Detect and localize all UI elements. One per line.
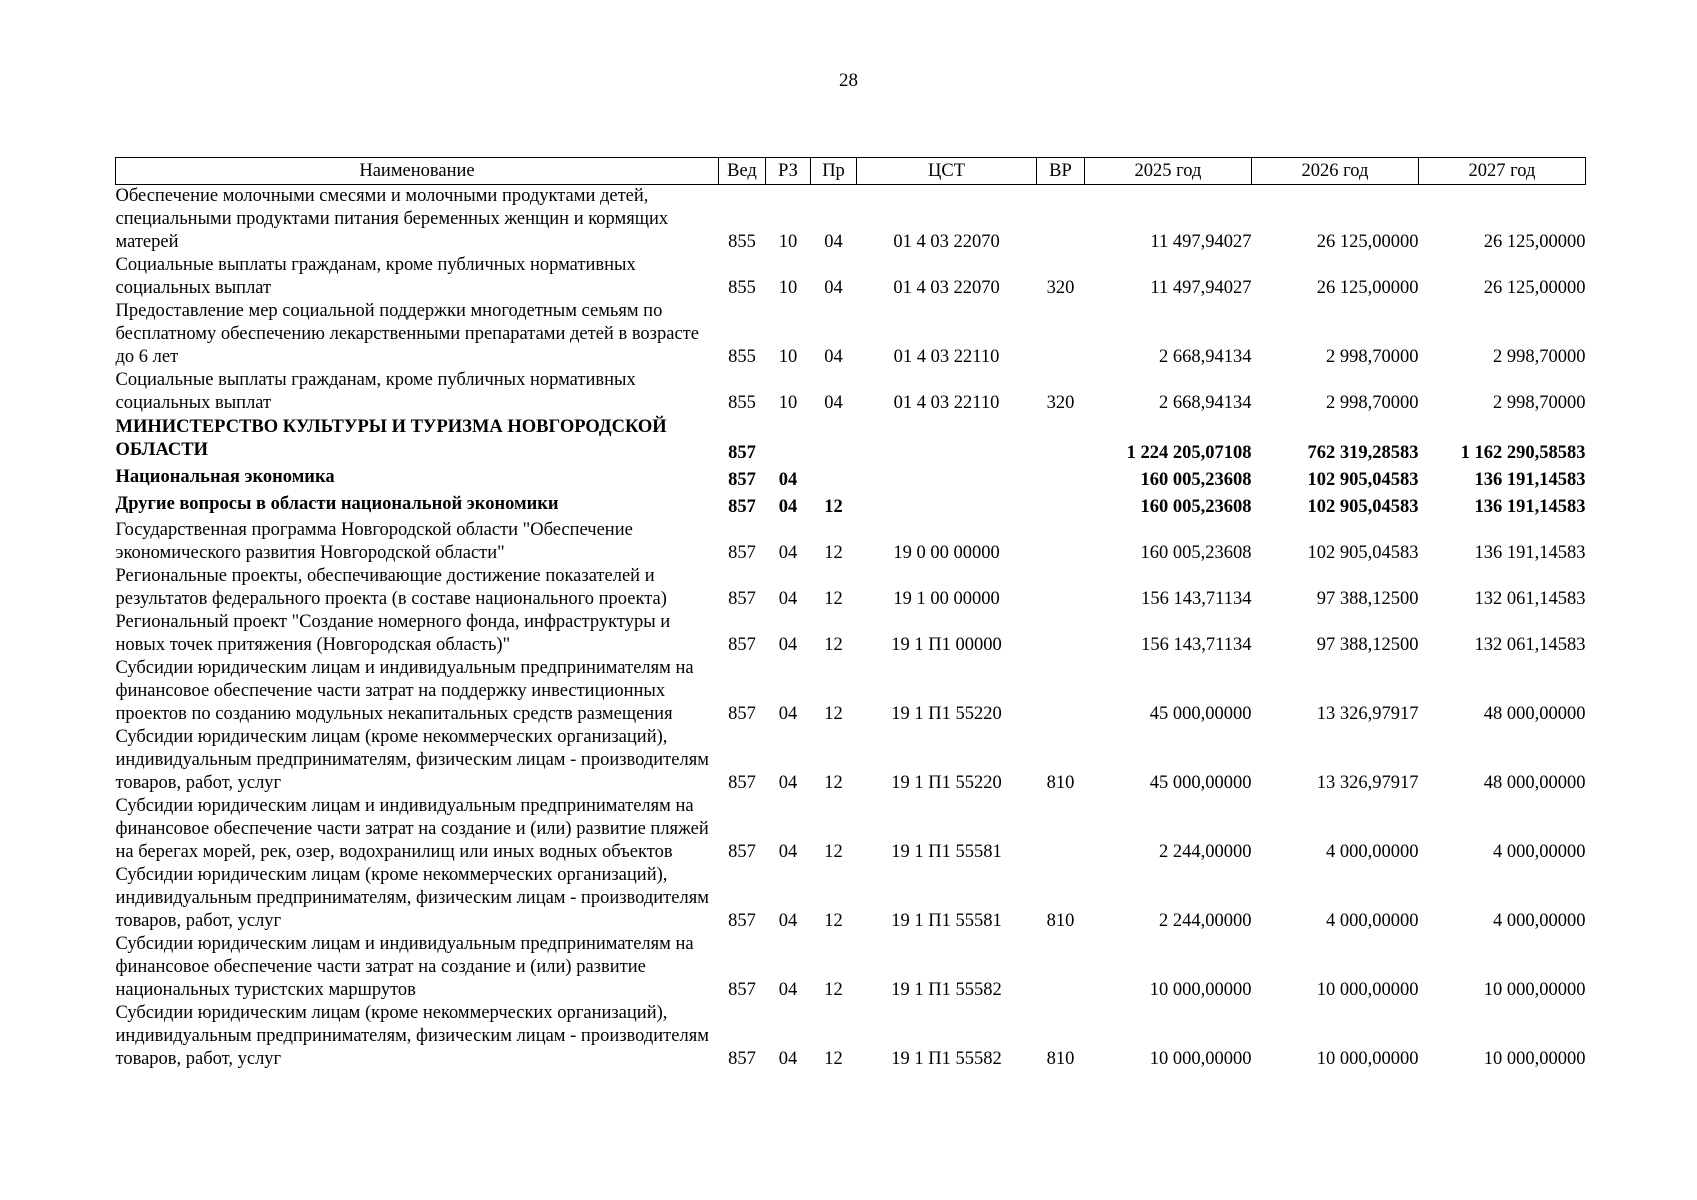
row-pr: 12 [824,980,843,1000]
row-2026: 4 000,00000 [1326,911,1419,931]
row-2027: 4 000,00000 [1493,842,1586,862]
row-ved: 857 [728,497,756,517]
table-row [116,657,1586,726]
row-rz: 04 [778,635,798,655]
row-vr: 810 [1046,1049,1075,1069]
row-2026: 102 905,04583 [1307,543,1419,563]
row-name: Предоставление мер социальной поддержки многодетным семьям по бесплатному обеспечению лекарственными препаратами детей в возрасте до 6 лет [115,301,699,367]
header-ved: Вед [719,158,766,185]
row-name: Региональный проект "Создание номерного фонда, инфраструктуры и новых точек притяжения (Новгородская область)" [115,612,671,655]
row-name: Социальные выплаты гражданам, кроме публичных нормативных социальных выплат [115,370,636,413]
header-rz: РЗ [766,158,811,185]
row-rz: 04 [778,543,798,563]
row-vr [1037,565,1085,611]
row-rz: 10 [778,393,798,413]
row-vr [1037,657,1085,726]
row-pr: 12 [824,589,843,609]
row-rz: 04 [778,1049,798,1069]
row-ved: 857 [728,589,756,609]
table-body [116,185,1586,1072]
row-cst: 01 4 03 22110 [893,347,1000,367]
row-vr [1037,415,1085,465]
row-cst [857,492,1037,519]
row-2025: 10 000,00000 [1149,1049,1252,1069]
row-ved: 855 [728,278,756,298]
row-ved: 857 [728,635,756,655]
row-pr: 12 [824,704,843,724]
row-vr: 320 [1046,393,1075,413]
row-rz: 04 [778,842,798,862]
row-2027: 136 191,14583 [1474,543,1586,563]
row-cst: 19 1 П1 55581 [891,911,1002,931]
row-pr: 12 [824,842,843,862]
row-pr [811,465,857,492]
row-2027: 26 125,00000 [1483,232,1586,252]
row-cst [857,415,1037,465]
row-name: Субсидии юридическим лицам и индивидуальным предпринимателям на финансовое обеспечение части затрат на поддержку инвестиционных проектов по созданию модульных некапитальных средств размещения [115,658,694,724]
row-vr [1037,933,1085,1002]
row-name: Субсидии юридическим лицам и индивидуальным предпринимателям на финансовое обеспечение части затрат на создание и (или) развитие пляжей на берегах морей, рек, озер, водохранилищ или иных водных объектов [115,796,709,862]
row-ved: 857 [728,842,756,862]
row-pr: 12 [824,497,843,517]
row-2027: 48 000,00000 [1483,773,1586,793]
row-2026: 2 998,70000 [1326,347,1419,367]
row-name: Государственная программа Новгородской области "Обеспечение экономического развития Новгородской области" [115,520,633,563]
row-rz: 04 [778,773,798,793]
row-rz: 04 [778,589,798,609]
table-row [116,415,1586,465]
header-cst: ЦСТ [857,158,1037,185]
table-row [116,933,1586,1002]
row-cst: 01 4 03 22110 [893,393,1000,413]
row-name: Субсидии юридическим лицам (кроме некоммерческих организаций), индивидуальным предпринимателям, физическим лицам - производителям товаров, работ, услуг [115,727,709,793]
row-pr: 12 [824,911,843,931]
row-2025: 2 668,94134 [1159,393,1252,413]
row-pr: 04 [824,347,843,367]
header-2027: 2027 год [1419,158,1586,185]
table-row [116,185,1586,255]
row-rz: 10 [778,347,798,367]
row-pr: 12 [824,635,843,655]
row-vr: 810 [1046,773,1075,793]
row-vr [1037,300,1085,369]
row-pr [811,415,857,465]
row-rz: 04 [778,497,798,517]
row-ved: 857 [728,543,756,563]
row-cst: 19 1 П1 55220 [891,773,1002,793]
row-ved: 855 [728,393,756,413]
row-2025: 156 143,71134 [1141,589,1252,609]
row-2027: 136 191,14583 [1474,470,1586,490]
row-2026: 102 905,04583 [1307,497,1419,517]
row-cst: 19 0 00 00000 [893,543,1000,563]
row-rz: 04 [778,470,798,490]
row-ved: 855 [728,347,756,367]
row-cst: 19 1 П1 55582 [891,980,1002,1000]
row-vr [1037,795,1085,864]
row-2027: 1 162 290,58583 [1460,443,1586,463]
row-name: Региональные проекты, обеспечивающие достижение показателей и результатов федерального проекта (в составе национального проекта) [115,566,667,609]
table-row [116,300,1586,369]
row-2026: 97 388,12500 [1316,635,1419,655]
row-vr: 810 [1046,911,1075,931]
row-rz: 04 [778,704,798,724]
table-row [116,369,1586,415]
row-cst: 01 4 03 22070 [893,232,1000,252]
row-name: Другие вопросы в области национальной экономики [115,494,559,514]
row-rz: 10 [778,232,798,252]
row-2027: 132 061,14583 [1474,589,1586,609]
row-2026: 10 000,00000 [1316,1049,1419,1069]
header-2025: 2025 год [1085,158,1252,185]
row-2027: 136 191,14583 [1474,497,1586,517]
row-cst: 01 4 03 22070 [893,278,1000,298]
table-row [116,565,1586,611]
row-2026: 2 998,70000 [1326,393,1419,413]
row-ved: 857 [728,980,756,1000]
row-name: Социальные выплаты гражданам, кроме публичных нормативных социальных выплат [115,255,636,298]
row-2027: 2 998,70000 [1493,347,1586,367]
row-2025: 2 244,00000 [1159,842,1252,862]
table-row [116,254,1586,300]
row-ved: 857 [728,470,756,490]
table-row [116,864,1586,933]
row-pr: 12 [824,543,843,563]
budget-table [115,157,1586,1071]
header-pr: Пр [811,158,857,185]
row-pr: 12 [824,773,843,793]
row-2025: 45 000,00000 [1149,773,1252,793]
row-2027: 2 998,70000 [1493,393,1586,413]
row-name: МИНИСТЕРСТВО КУЛЬТУРЫ И ТУРИЗМА НОВГОРОДСКОЙ ОБЛАСТИ [115,417,667,460]
table-row [116,611,1586,657]
row-2025: 156 143,71134 [1141,635,1252,655]
row-2026: 762 319,28583 [1307,443,1419,463]
row-cst: 19 1 П1 55220 [891,704,1002,724]
row-2027: 10 000,00000 [1483,1049,1586,1069]
row-name: Субсидии юридическим лицам и индивидуальным предпринимателям на финансовое обеспечение части затрат на создание и (или) развитие национальных туристских маршрутов [115,934,694,1000]
row-pr: 04 [824,232,843,252]
row-name: Национальная экономика [115,467,335,487]
row-2027: 4 000,00000 [1493,911,1586,931]
row-cst: 19 1 П1 55581 [891,842,1002,862]
row-pr: 04 [824,393,843,413]
row-2025: 10 000,00000 [1149,980,1252,1000]
row-ved: 857 [728,773,756,793]
row-2025: 1 224 205,07108 [1126,443,1252,463]
row-2027: 132 061,14583 [1474,635,1586,655]
row-rz [766,415,811,465]
row-ved: 857 [728,911,756,931]
row-2026: 97 388,12500 [1316,589,1419,609]
header-2026: 2026 год [1252,158,1419,185]
row-2025: 2 668,94134 [1159,347,1252,367]
row-ved: 857 [728,443,756,463]
table-row [116,726,1586,795]
page-number: 28 [839,70,858,91]
row-2025: 11 497,94027 [1150,278,1252,298]
table-header [116,158,1586,185]
row-cst: 19 1 00 00000 [893,589,1000,609]
row-rz: 04 [778,911,798,931]
row-name: Субсидии юридическим лицам (кроме некоммерческих организаций), индивидуальным предпринимателям, физическим лицам - производителям товаров, работ, услуг [115,1003,709,1069]
row-vr [1037,519,1085,565]
row-rz: 10 [778,278,798,298]
row-2025: 45 000,00000 [1149,704,1252,724]
table-row [116,795,1586,864]
row-2026: 102 905,04583 [1307,470,1419,490]
row-name: Обеспечение молочными смесями и молочными продуктами детей, специальными продуктами питания беременных женщин и кормящих матерей [115,186,669,252]
row-cst [857,465,1037,492]
row-ved: 855 [728,232,756,252]
row-ved: 857 [728,704,756,724]
row-rz: 04 [778,980,798,1000]
row-vr: 320 [1046,278,1075,298]
row-2025: 11 497,94027 [1150,232,1252,252]
row-2026: 26 125,00000 [1316,278,1419,298]
table-row [116,1002,1586,1071]
row-2026: 26 125,00000 [1316,232,1419,252]
row-2025: 160 005,23608 [1140,497,1252,517]
row-name: Субсидии юридическим лицам (кроме некоммерческих организаций), индивидуальным предпринимателям, физическим лицам - производителям товаров, работ, услуг [115,865,709,931]
row-2025: 160 005,23608 [1140,470,1252,490]
row-pr: 04 [824,278,843,298]
row-pr: 12 [824,1049,843,1069]
row-cst: 19 1 П1 55582 [891,1049,1002,1069]
row-2026: 13 326,97917 [1316,773,1419,793]
table-row [116,465,1586,492]
table-row [116,492,1586,519]
header-name: Наименование [116,158,719,185]
row-vr [1037,185,1085,255]
row-2025: 2 244,00000 [1159,911,1252,931]
row-ved: 857 [728,1049,756,1069]
row-vr [1037,465,1085,492]
row-cst: 19 1 П1 00000 [891,635,1002,655]
row-2026: 10 000,00000 [1316,980,1419,1000]
row-2026: 13 326,97917 [1316,704,1419,724]
row-2027: 48 000,00000 [1483,704,1586,724]
header-vr: ВР [1037,158,1085,185]
row-vr [1037,492,1085,519]
row-vr [1037,611,1085,657]
table-row [116,519,1586,565]
row-2026: 4 000,00000 [1326,842,1419,862]
row-2027: 10 000,00000 [1483,980,1586,1000]
row-2027: 26 125,00000 [1483,278,1586,298]
row-2025: 160 005,23608 [1140,543,1252,563]
